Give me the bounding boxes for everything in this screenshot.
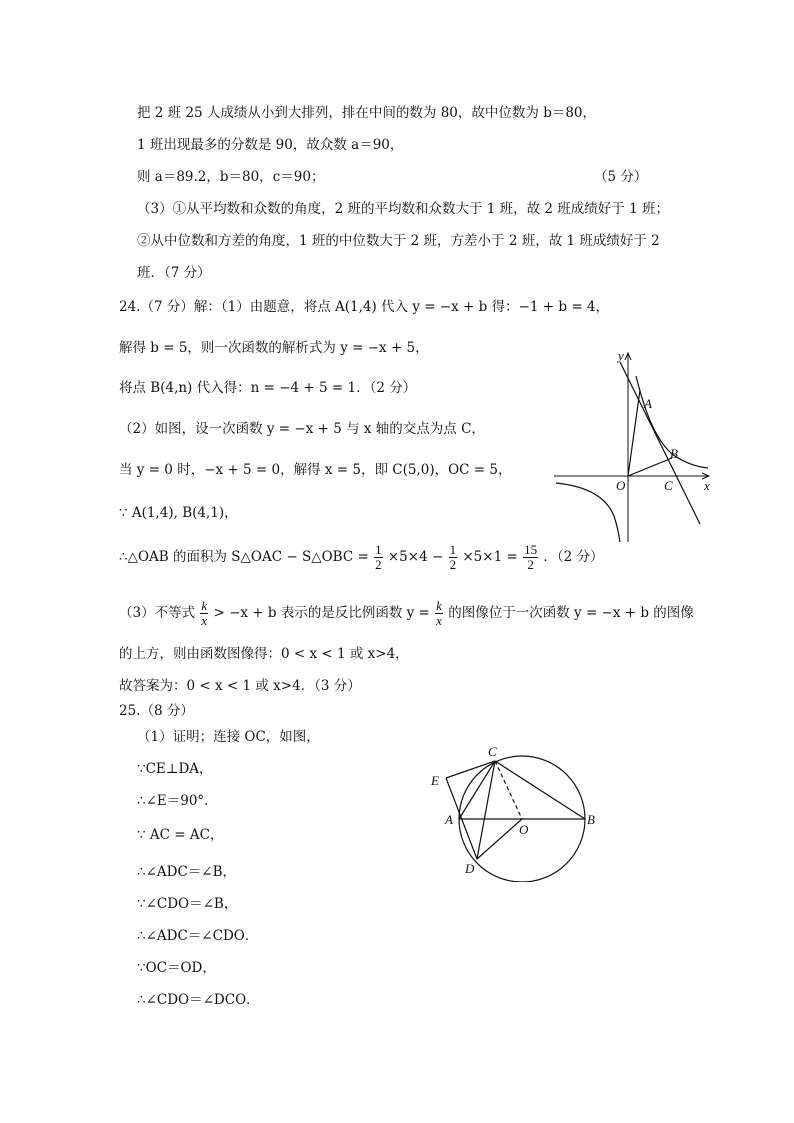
fraction bbox=[523, 543, 538, 572]
area-formula bbox=[119, 540, 604, 574]
point-B-label: B bbox=[670, 446, 678, 461]
formula-part: 的图像位于一次函数 y = −x + b 的图像 bbox=[448, 605, 694, 621]
formula-part: ×5×4 − bbox=[387, 549, 444, 565]
text-line: 当 y = 0 时，−x + 5 = 0，解得 x = 5，即 C(5,0)，OC = 5， bbox=[119, 462, 512, 478]
formula-part: ×5×1 = bbox=[462, 549, 518, 565]
segment-OA bbox=[628, 390, 640, 476]
proof-line: ∴∠E＝90°． bbox=[137, 793, 218, 809]
text-line: 1 班出现最多的分数是 90，故众数 a＝90， bbox=[137, 137, 404, 153]
fraction-numerator: k bbox=[201, 598, 208, 613]
proof-line: ∵CE⊥DA， bbox=[137, 761, 213, 777]
fraction bbox=[200, 599, 208, 628]
fraction-numerator: 1 bbox=[449, 542, 457, 557]
point-C-label: C bbox=[664, 478, 673, 493]
circle-geometry-figure bbox=[424, 742, 614, 882]
inequality-line bbox=[119, 596, 694, 630]
text-line: （3）①从平均数和众数的角度，2 班的平均数和众数大于 1 班，故 2 班成绩好于 1 班； bbox=[137, 201, 669, 217]
text-line: （2）如图，设一次函数 y = −x + 5 与 x 轴的交点为点 C， bbox=[119, 421, 485, 437]
text-line: 解得 b = 5，则一次函数的解析式为 y = −x + 5， bbox=[119, 340, 429, 356]
text-line: ∵ A(1,4), B(4,1)， bbox=[119, 505, 238, 521]
segment-CE bbox=[446, 761, 495, 778]
function-graph-figure bbox=[548, 346, 718, 546]
proof-line: ∴∠CDO＝∠DCO． bbox=[137, 992, 260, 1008]
fraction-numerator: k bbox=[436, 598, 442, 613]
fraction bbox=[374, 543, 383, 572]
fraction-numerator: 1 bbox=[375, 542, 382, 557]
proof-line-arc: ∵ AC = AC， bbox=[137, 827, 224, 843]
point-O-label: O bbox=[519, 822, 529, 837]
y-axis-label: y bbox=[618, 348, 624, 363]
hyperbola-branch-q3 bbox=[556, 483, 620, 542]
text-line: 24.（7 分）解：（1）由题意，将点 A(1,4) 代入 y = −x + b 得：−1 + b = 4， bbox=[119, 299, 610, 315]
fraction-denominator: x bbox=[201, 613, 208, 628]
fraction-denominator: 2 bbox=[449, 557, 457, 572]
text-line: 的上方，则由函数图像得：0 < x < 1 或 x>4， bbox=[119, 646, 409, 662]
proof-line: ∵OC＝OD， bbox=[137, 960, 216, 976]
proof-line: ∵∠CDO＝∠B， bbox=[137, 896, 238, 912]
fraction-numerator: 15 bbox=[524, 542, 538, 557]
fraction-denominator: 2 bbox=[527, 557, 534, 572]
fraction bbox=[435, 599, 443, 628]
point-A-label: A bbox=[445, 812, 453, 827]
fraction-denominator: 2 bbox=[375, 557, 382, 572]
fraction-denominator: x bbox=[436, 613, 442, 628]
formula-part: ．（2 分） bbox=[543, 549, 604, 565]
point-B-label: B bbox=[587, 812, 595, 827]
text-line: 故答案为：0 < x < 1 或 x>4．（3 分） bbox=[119, 678, 361, 694]
point-C-label: C bbox=[488, 744, 497, 759]
proof-line: ∴∠ADC＝∠CDO． bbox=[137, 928, 259, 944]
text-line: 则 a＝89.2，b＝80，c＝90； bbox=[137, 169, 325, 185]
origin-label: O bbox=[616, 478, 626, 493]
score-label: （5 分） bbox=[594, 169, 648, 185]
point-A-label: A bbox=[644, 396, 652, 411]
x-axis-label: x bbox=[704, 478, 710, 493]
question-title: 25.（8 分） bbox=[119, 703, 194, 719]
segment-OB bbox=[628, 458, 672, 476]
formula-part: （3）不等式 bbox=[119, 605, 196, 621]
formula-part: > −x + b 表示的是反比例函数 y = bbox=[213, 605, 430, 621]
point-D-label: D bbox=[465, 861, 475, 876]
text-line: 将点 B(4,n) 代入得：n = −4 + 5 = 1．（2 分） bbox=[119, 380, 417, 396]
fraction bbox=[449, 543, 458, 572]
formula-part: ∴△OAB 的面积为 S△OAC − S△OBC = bbox=[119, 549, 369, 565]
proof-line: （1）证明；连接 OC，如图， bbox=[137, 729, 320, 745]
proof-line: ∴∠ADC＝∠B， bbox=[137, 864, 237, 880]
text-line: 把 2 班 25 人成绩从小到大排列，排在中间的数为 80，故中位数为 b＝80， bbox=[137, 105, 597, 121]
text-line: ②从中位数和方差的角度，1 班的中位数大于 2 班，方差小于 2 班，故 1 班成绩好于 2 bbox=[137, 233, 660, 249]
text-line: 班．（7 分） bbox=[137, 265, 211, 281]
point-E-label: E bbox=[431, 773, 439, 788]
